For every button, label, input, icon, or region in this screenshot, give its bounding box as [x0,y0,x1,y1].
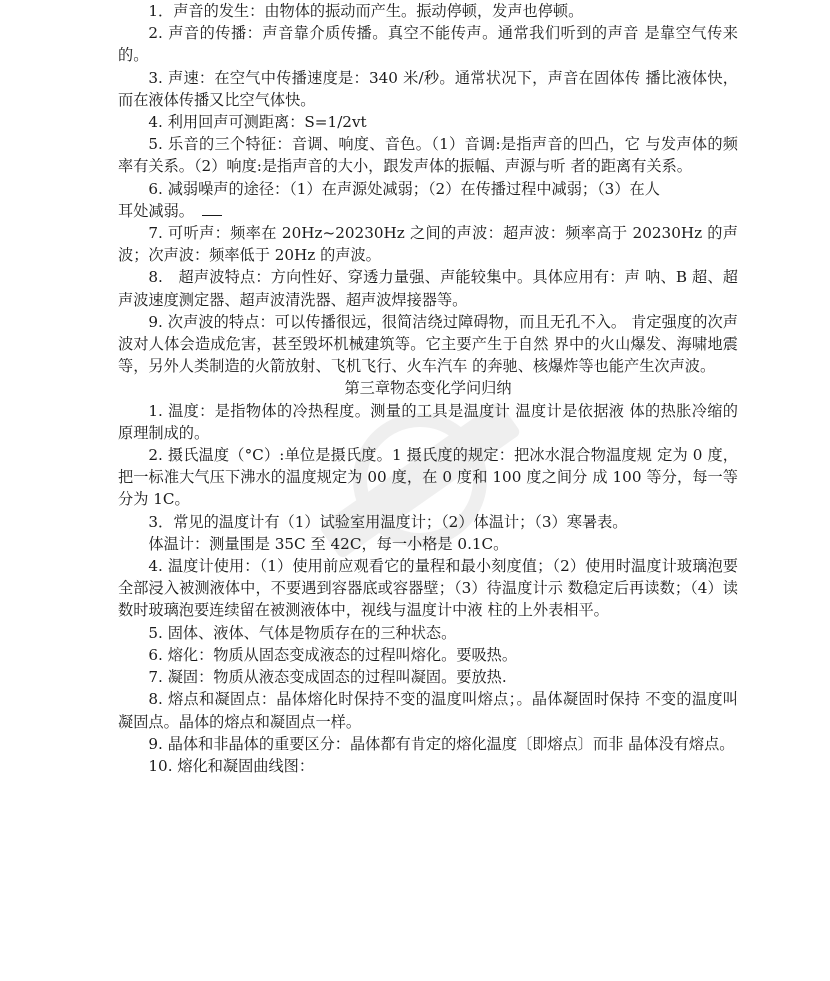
paragraph-states-of-matter: 5. 固体、液体、气体是物质存在的三种状态。 [148,623,457,642]
paragraph-sound-propagation: 2. 声音的传播：声音靠介质传播。真空不能传声。通常我们听到的声音 是靠空气传来的。 [118,24,738,65]
paragraph-ultrasound: 8. 超声波特点：方向性好、穿透力量强、声能较集中。具体应用有：声 呐、B 超、超声波速度测定器、超声波清洗器、超声波焊接器等。 [118,268,738,309]
paragraph-temperature: 1. 温度：是指物体的冷热程度。测量的工具是温度计 温度计是依据液 体的热胀冷缩的原理制成的。 [118,401,738,442]
paragraph-audible-sound: 7. 可听声：频率在 20Hz~20230Hz 之间的声波：超声波：频率高于 20230Hz 的声波；次声波：频率低于 20Hz 的声波。 [118,224,738,265]
paragraph-solidification: 7. 凝固：物质从液态变成固态的过程叫凝固。要放热. [148,668,507,687]
continued-text: 耳处减弱。 [118,201,194,220]
paragraph-echo-distance: 4. 利用回声可测距离：S=1/2vt [148,113,367,132]
paragraph-melting-curve: 10. 熔化和凝固曲线图： [148,756,315,775]
paragraph-noise-reduction-continued [118,200,738,222]
underline-mark [202,203,222,216]
paragraph-clinical-thermometer: 体温计：测量围是 35C 至 42C，每一小格是 0.1C。 [148,534,509,553]
chapter-heading: 第三章物态变化学问归纳 [344,379,512,398]
paragraph-sound-origin: 1．声音的发生：由物体的振动而产生。振动停顿，发声也停顿。 [148,2,584,20]
paragraph-musical-features: 5. 乐音的三个特征：音调、响度、音色。（1）音调:是指声音的凹凸，它 与发声体的频率有关系。（2）响度:是指声音的大小，跟发声体的振幅、声源与听 者的距离有关系。 [118,135,738,176]
document-body [118,0,738,777]
paragraph-melting: 6. 熔化：物质从固态变成液态的过程叫熔化。要吸热。 [148,645,518,664]
paragraph-celsius: 2. 摄氏温度（°C）:单位是摄氏度。1 摄氏度的规定：把冰水混合物温度规 定为 0 度，把一标准大气压下沸水的温度规定为 00 度，在 0 度和 100 度之间分 成 100 等分，每一等分为 1C。 [118,446,738,509]
paragraph-crystal-vs-amorphous: 9. 晶体和非晶体的重要区分：晶体都有肯定的熔化温度〔即熔点〕而非 晶体没有熔点。 [148,734,735,753]
paragraph-sound-speed: 3. 声速：在空气中传播速度是：340 米/秒。通常状况下，声音在固体传 播比液体快，而在液体传播又比空气体快。 [118,68,738,109]
paragraph-noise-reduction: 6. 减弱噪声的途径：（1）在声源处减弱；（2）在传播过程中减弱；（3）在人 [148,179,660,198]
paragraph-thermometer-types: 3．常见的温度计有（1）试验室用温度计；（2）体温计；（3）寒暑表。 [148,512,628,531]
paragraph-infrasound: 9. 次声波的特点：可以传播很远，很简洁绕过障碍物，而且无孔不入。 肯定强度的次声波对人体会造成危害，甚至毁坏机械建筑等。它主要产生于自然 界中的火山爆发、海啸地震等，另外人类制造的火箭放射、飞机飞行、火车汽车 的奔驰、核爆炸等也能产生次声波。 [118,312,738,376]
paragraph-thermometer-usage: 4. 温度计使用：（1）使用前应观看它的量程和最小刻度值；（2）使用时温度计玻璃泡要全部浸入被测液体中，不要遇到容器底或容器壁；（3）待温度计示 数稳定后再读数；（4）读数时玻璃泡要连续留在被测液体中，视线与温度计中液 柱的上外表相平。 [118,557,738,620]
paragraph-melting-point: 8. 熔点和凝固点：晶体熔化时保持不变的温度叫熔点；。晶体凝固时保持 不变的温度叫凝固点。晶体的熔点和凝固点一样。 [118,690,738,731]
